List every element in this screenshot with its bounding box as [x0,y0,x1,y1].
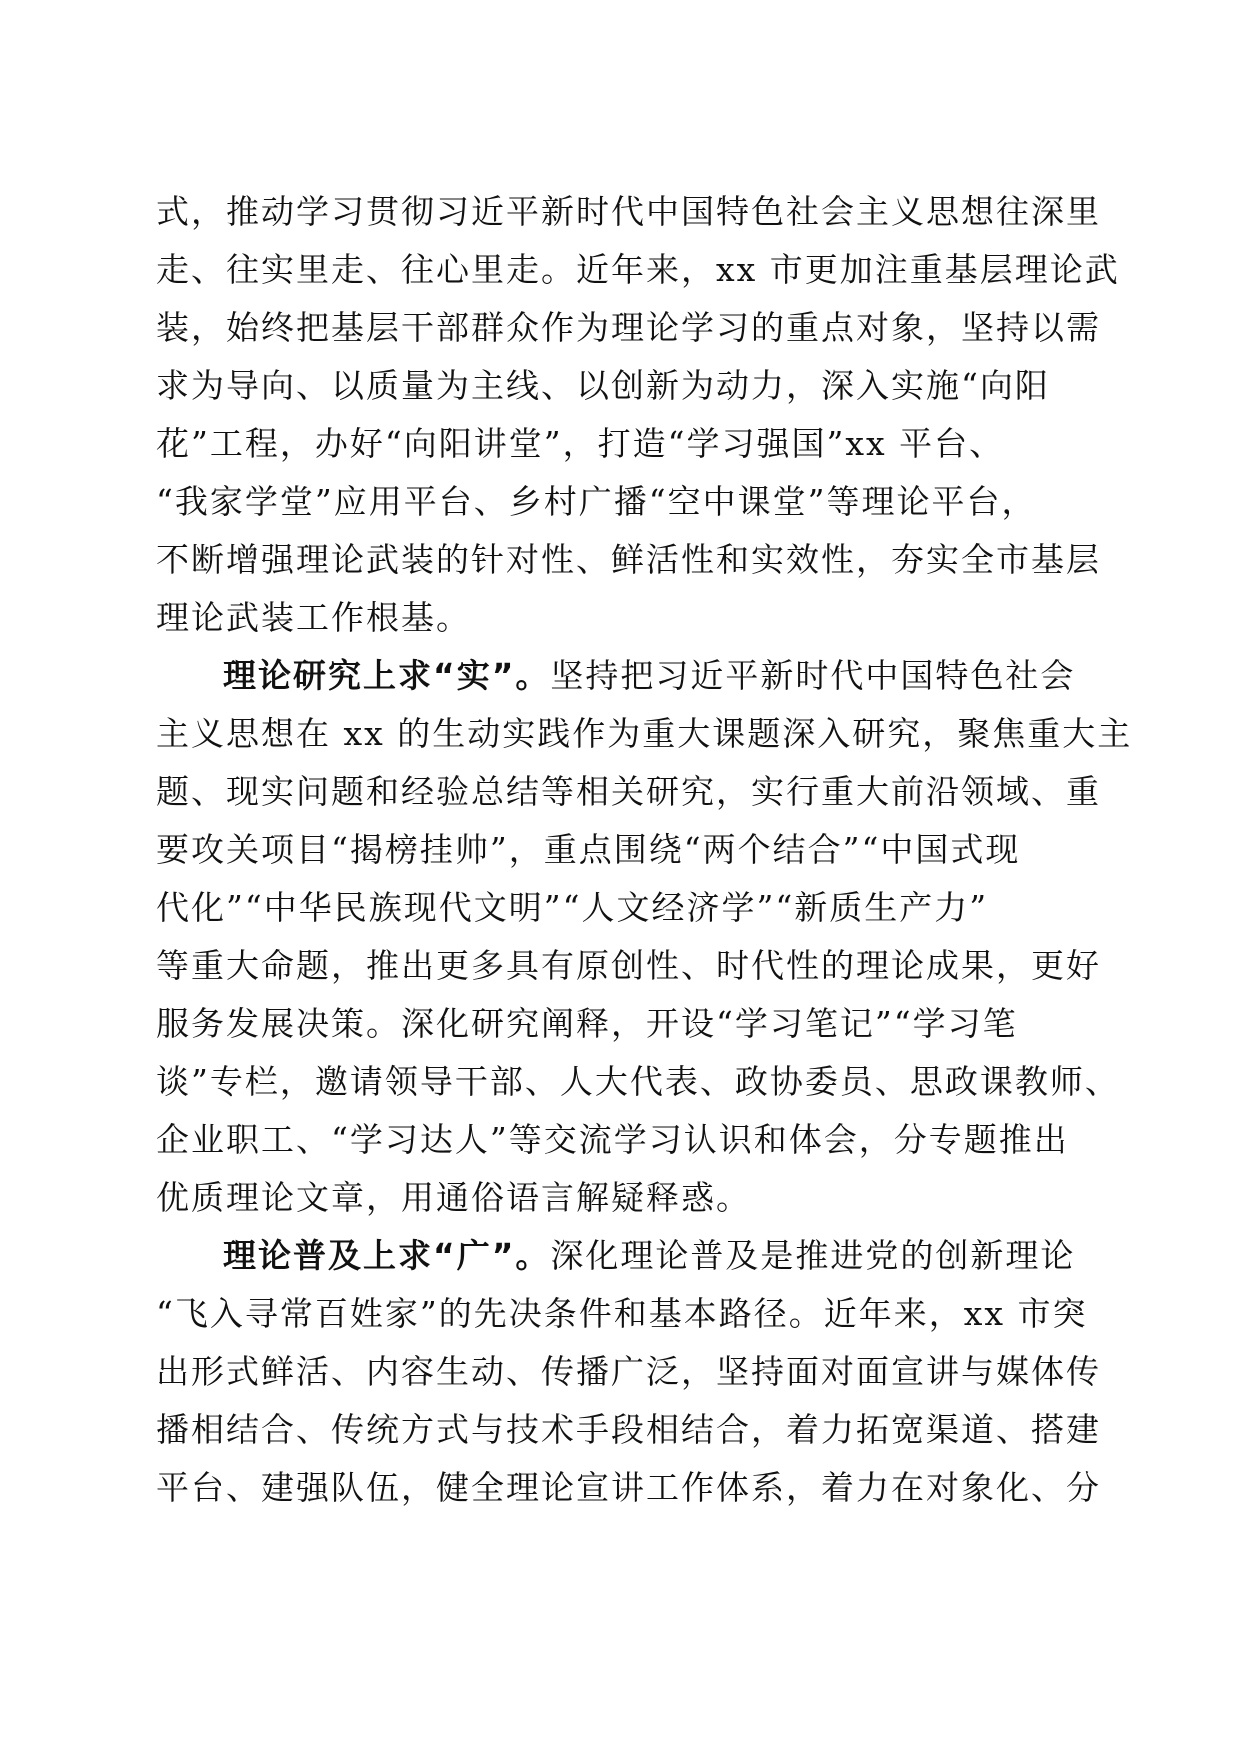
text-line: 播相结合、传统方式与技术手段相结合，着力拓宽渠道、搭建 [156,1410,1101,1449]
text-line: 理论武装工作根基。 [156,598,471,637]
text-line: 走、往实里走、往心里走。近年来，xx 市更加注重基层理论武 [156,250,1120,289]
text-line: 要攻关项目“揭榜挂帅”，重点围绕“两个结合”“中国式现 [156,830,1021,869]
text-line: 优质理论文章，用通俗语言解疑释惑。 [156,1178,751,1217]
paragraph-research [156,647,1133,1227]
text-line: 服务发展决策。深化研究阐释，开设“学习笔记”“学习笔 [156,1004,1018,1043]
text-line: 平台、建强队伍，健全理论宣讲工作体系，着力在对象化、分 [156,1468,1101,1507]
text-line: 企业职工、“学习达人”等交流学习认识和体会，分专题推出 [156,1120,1069,1159]
text-line: 出形式鲜活、内容生动、传播广泛，坚持面对面宣讲与媒体传 [156,1352,1101,1391]
section-heading-popularize: 理论普及上求“广”。 [223,1236,551,1275]
text-line: 花”工程，办好“向阳讲堂”，打造“学习强国”xx 平台、 [156,424,1005,463]
text-line: 题、现实问题和经验总结等相关研究，实行重大前沿领域、重 [156,772,1101,811]
body-text [156,183,1133,1517]
text-run: 深化理论普及是推进党的创新理论 [550,1236,1076,1275]
text-line: 谈”专栏，邀请领导干部、人大代表、政协委员、思政课教师、 [156,1062,1120,1101]
paragraph-intro [156,183,1120,647]
paragraph-popularize [156,1227,1101,1517]
text-line: 主义思想在 xx 的生动实践作为重大课题深入研究，聚焦重大主 [156,714,1133,753]
text-run: 坚持把习近平新时代中国特色社会 [550,656,1076,695]
text-line: 代化”“中华民族现代文明”“人文经济学”“新质生产力” [156,888,989,927]
text-line: “我家学堂”应用平台、乡村广播“空中课堂”等理论平台， [156,482,1037,521]
paragraph-first-line [156,1227,1076,1285]
text-line: 求为导向、以质量为主线、以创新为动力，深入实施“向阳 [156,366,1050,405]
text-line: 等重大命题，推出更多具有原创性、时代性的理论成果，更好 [156,946,1101,985]
text-line: 式，推动学习贯彻习近平新时代中国特色社会主义思想往深里 [156,192,1101,231]
text-line: 装，始终把基层干部群众作为理论学习的重点对象，坚持以需 [156,308,1101,347]
section-heading-research: 理论研究上求“实”。 [223,656,551,695]
paragraph-first-line [156,647,1076,705]
text-line: 不断增强理论武装的针对性、鲜活性和实效性，夯实全市基层 [156,540,1101,579]
text-line: “飞入寻常百姓家”的先决条件和基本路径。近年来，xx 市突 [156,1294,1088,1333]
